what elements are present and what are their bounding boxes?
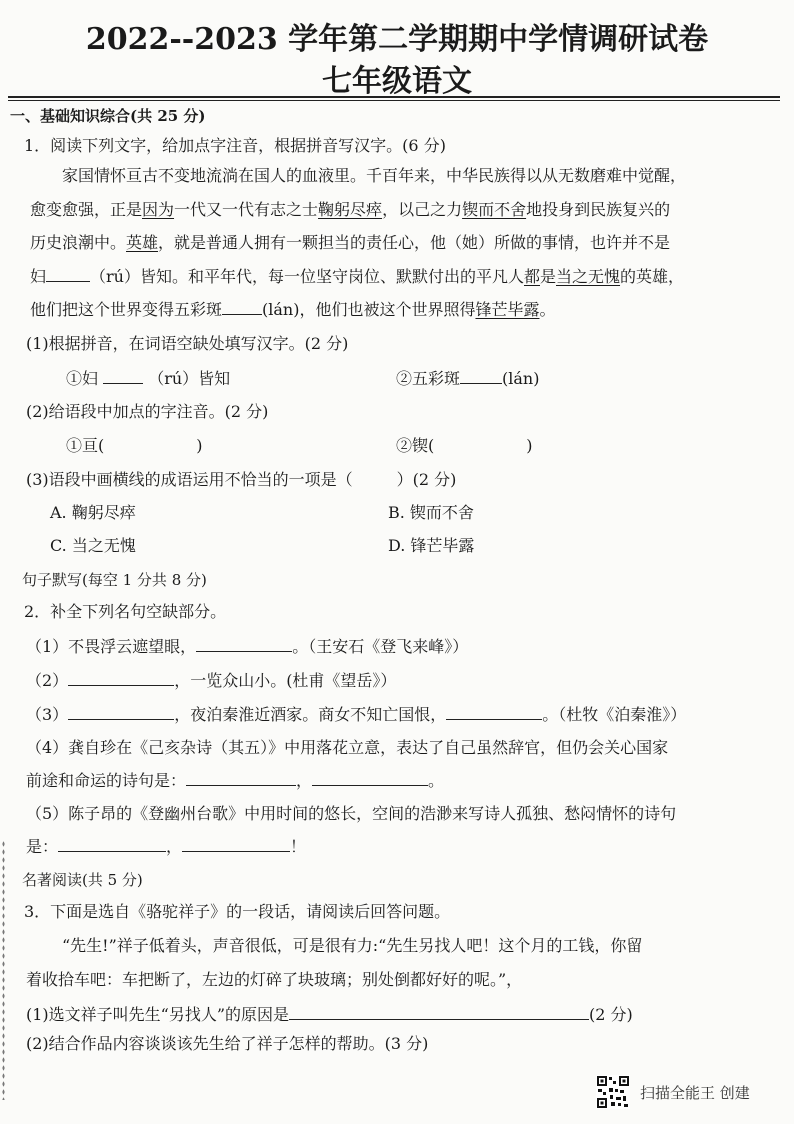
q2-item-5-cont (26, 836, 306, 857)
q2-5-comma: ， (166, 837, 183, 856)
passage-underlined: 都 (523, 267, 540, 286)
q2-2-text: ，一览众山小。(杜甫《望岳》） (174, 671, 397, 690)
answer-blank[interactable] (68, 704, 174, 720)
passage-text: 愈变愈强，正是 (30, 200, 143, 219)
passage-text: 地投身到民族复兴的 (526, 200, 671, 219)
q2-item-4: （4）龚自珍在《己亥杂诗（其五）》中用落花立意，表达了自己虽然辞官，但仍会关心国家 (26, 738, 669, 757)
answer-blank[interactable] (446, 704, 542, 720)
sub2-a-close: ) (196, 436, 203, 455)
q3-sub1-text: (1)选文祥子叫先生“另找人”的原因是 (26, 1005, 290, 1024)
q2-5-text: 是： (26, 837, 59, 856)
sub3-prompt-text: (3)语段中画横线的成语运用不恰当的一项是（ (26, 470, 353, 489)
q2-prompt: 2．补全下列名句空缺部分。 (24, 602, 227, 621)
passage-text: 他们把这个世界变得五彩斑 (30, 300, 223, 319)
passage-line-4 (30, 266, 684, 287)
passage-underlined: 英雄 (126, 233, 159, 252)
answer-blank[interactable] (196, 636, 292, 652)
passage-text: 历史浪潮中。 (30, 233, 127, 252)
q2-3-text: ，夜泊秦淮近酒家。商女不知亡国恨， (174, 705, 447, 724)
qr-code-icon (596, 1075, 630, 1109)
q2-item-2 (26, 670, 396, 691)
passage-text: 是 (540, 267, 557, 286)
sub1-a-label: ①妇 (66, 369, 99, 388)
answer-blank[interactable] (58, 836, 166, 852)
q3-quote-line-1: “先生!”祥子低着头，声音很低，可是很有力:“先生另找人吧！这个月的工钱，你留 (62, 936, 643, 955)
passage-line-5 (30, 299, 556, 320)
q1-sub1-b (396, 368, 539, 389)
q3-sub2: (2)结合作品内容谈谈该先生给了祥子怎样的帮助。(3 分) (26, 1034, 429, 1053)
passage-text: ，以己之力 (382, 200, 463, 219)
sub3-points: ）(2 分) (396, 470, 457, 489)
passage-text: (lán)，他们也被这个世界照得 (262, 300, 476, 319)
q2-item-4-cont (26, 770, 444, 791)
exam-subtitle: 七年级语文 (322, 64, 472, 99)
q3-sub1-points: (2 分) (589, 1005, 633, 1024)
q2-item-1 (26, 636, 468, 657)
q2-item-3 (26, 704, 686, 725)
sub1-b-pinyin: (lán) (502, 369, 540, 388)
q2-1-text: （1）不畏浮云遮望眼， (26, 637, 197, 656)
idiom-underlined: 鞠躬尽瘁 (318, 200, 383, 219)
answer-blank[interactable] (312, 770, 428, 786)
exam-title: 2022--2023 学年第二学期期中学情调研试卷 (85, 22, 709, 57)
sub2-a-label: ①亘( (66, 436, 105, 455)
section1-heading: 一、基础知识综合(共 25 分) (10, 107, 206, 125)
answer-blank[interactable] (186, 770, 296, 786)
q3-prompt: 3．下面是选自《骆驼祥子》的一段话，请阅读后回答问题。 (24, 902, 451, 921)
q2-2-num: （2） (26, 671, 69, 690)
fill-blank[interactable] (46, 266, 90, 282)
q1-sub1-a (66, 368, 230, 389)
q1-sub2-prompt: (2)给语段中加点的字注音。(2 分) (26, 402, 269, 421)
sub2-b-label: ②锲( (396, 436, 435, 455)
option-b[interactable]: B. 锲而不舍 (388, 503, 474, 522)
answer-blank[interactable] (289, 1004, 589, 1020)
answer-blank[interactable] (182, 836, 290, 852)
sub1-b-label: ②五彩斑 (396, 369, 461, 388)
section2-heading: 句子默写(每空 1 分共 8 分) (22, 571, 207, 589)
passage-text: ，就是普通人拥有一颗担当的责任心，他（她）所做的事情，也许并不是 (158, 233, 671, 252)
q3-quote-line-2: 着收拾车吧：车把断了，左边的灯碎了块玻璃；别处倒都好好的呢。”， (26, 970, 523, 989)
passage-line-1: 家国情怀亘古不变地流淌在国人的血液里。千百年来，中华民族得以从无数磨难中觉醒， (62, 166, 687, 185)
idiom-underlined: 锋芒毕露 (475, 300, 540, 319)
q1-sub3-prompt (26, 470, 456, 490)
q1-sub2-b (396, 436, 533, 456)
scanner-watermark: 扫描全能王 创建 (640, 1084, 750, 1102)
q2-5-end: ！ (290, 837, 307, 856)
section3-heading: 名著阅读(共 5 分) (22, 871, 143, 889)
q2-4-text: 前途和命运的诗句是： (26, 771, 187, 790)
passage-text: 。 (539, 300, 556, 319)
answer-blank[interactable] (103, 368, 143, 384)
option-a[interactable]: A. 鞠躬尽瘁 (50, 503, 136, 522)
passage-underlined: 因为 (142, 200, 175, 219)
q1-prompt: 1．阅读下列文字，给加点字注音，根据拼音写汉字。(6 分) (24, 136, 446, 155)
sub2-b-close: ) (526, 436, 533, 455)
sub1-a-pinyin: （rú）皆知 (148, 369, 231, 388)
q2-1-source: 。（王安石《登飞来峰》） (292, 637, 469, 656)
header-rule-thin (8, 100, 780, 101)
idiom-underlined: 当之无愧 (556, 267, 621, 286)
passage-text: 的英雄， (620, 267, 685, 286)
q1-sub2-a (66, 436, 203, 456)
q2-4-comma: ， (296, 771, 313, 790)
passage-text: 一代又一代有志之士 (174, 200, 319, 219)
passage-text: 妇 (30, 267, 47, 286)
passage-text: （rú）皆知。和平年代，每一位坚守岗位、默默付出的平凡人 (90, 267, 524, 286)
answer-blank[interactable] (460, 368, 502, 384)
fill-blank[interactable] (222, 299, 262, 315)
passage-line-3 (30, 233, 670, 253)
option-d[interactable]: D. 锋芒毕露 (388, 536, 475, 555)
q2-3-source: 。（杜牧《泊秦淮》） (542, 705, 687, 724)
passage-line-2 (30, 200, 670, 220)
q2-4-end: 。 (428, 771, 445, 790)
q1-sub1-prompt: (1)根据拼音，在词语空缺处填写汉字。(2 分) (26, 334, 349, 353)
q3-sub1 (26, 1004, 633, 1025)
q2-3-num: （3） (26, 705, 69, 724)
answer-blank[interactable] (68, 670, 174, 686)
binding-margin-dots (2, 840, 5, 1100)
idiom-underlined: 锲而不舍 (462, 200, 527, 219)
option-c[interactable]: C. 当之无愧 (50, 536, 136, 555)
q2-item-5: （5）陈子昂的《登幽州台歌》中用时间的悠长，空间的浩渺来写诗人孤独、愁闷情怀的诗句 (26, 804, 677, 823)
header-rule-thick (8, 96, 780, 98)
